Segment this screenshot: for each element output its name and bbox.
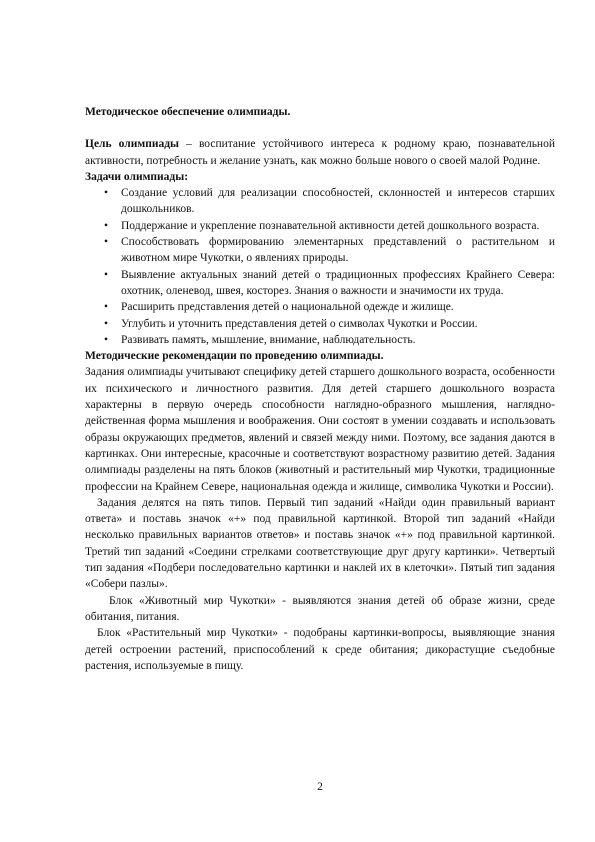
bullet-icon: • [104, 236, 109, 249]
task-text: Углубить и уточнить представления детей о символах Чукотки и России. [121, 317, 478, 330]
page-number: 2 [317, 781, 323, 793]
bullet-icon: • [104, 219, 109, 232]
bullet-icon: • [104, 301, 109, 314]
bullet-icon: • [104, 268, 109, 281]
goal-paragraph [85, 136, 555, 169]
tasks-heading: Задачи олимпиады: [85, 170, 189, 183]
bullet-icon: • [104, 317, 109, 330]
task-text: Развивать память, мышление, внимание, наблюдательность. [121, 333, 416, 346]
list-item [104, 299, 555, 315]
list-item [104, 234, 555, 267]
list-item [104, 267, 555, 300]
recommendations-heading: Методические рекомендации по проведению олимпиады. [85, 350, 384, 363]
list-item [104, 332, 555, 348]
goal-text: – воспитание устойчивого интереса к родному краю, познавательной активности, потребность и желание узнать, как можно больше нового о своей малой Родине. [85, 138, 555, 167]
task-text: Поддержание и укрепление познавательной активности детей дошкольного возраста. [121, 219, 540, 232]
bullet-icon: • [104, 333, 109, 346]
body-paragraph: Блок «Растительный мир Чукотки» - подобраны картинки-вопросы, выявляющие знания детей остроении растений, приспособлений к среде обитания; дикорастущие съедобные растения, используемые в пищу. [85, 627, 555, 672]
task-text: Расширить представления детей о национальной одежде и жилище. [121, 301, 454, 314]
body-paragraph: Блок «Животный мир Чукотки» - выявляются знания детей об образе жизни, среде обитания, питания. [85, 594, 555, 623]
goal-label: Цель олимпиады [85, 138, 179, 151]
section-heading-methodical: Методическое обеспечение олимпиады. [85, 106, 291, 118]
tasks-list [85, 185, 555, 348]
body-paragraph: Задания олимпиады учитывают специфику детей старшего дошкольного возраста, особенности их психического и личностного развития. Для детей старшего дошкольного возраста характерны в первую очередь способности наглядно-образного мышления, наглядно-действенная форма мышления и воображения. Они состоят в умении создавать и использовать образы окружающих предметов, явлений и связей между ними. Поэтому, все задания даются в картинках. Они интересные, красочные и соответствуют возрастному развитию детей. Задания олимпиады разделены на пять блоков (животный и растительный мир Чукотки, традиционные профессии на Крайнем Севере, национальная одежда и жилище, символика Чукотки и России). [85, 366, 555, 493]
page-content [85, 104, 555, 674]
list-item [104, 185, 555, 218]
task-text: Выявление актуальных знаний детей о традиционных профессиях Крайнего Севера: охотник, оленевод, швея, косторез. Знания о важности и значимости их труда. [121, 268, 555, 297]
task-text: Способствовать формированию элементарных представлений о растительном и животном мире Чукотки, о явлениях природы. [121, 236, 555, 265]
task-text: Создание условий для реализации способностей, склонностей и интересов старших дошкольников. [121, 187, 555, 216]
list-item [104, 218, 555, 234]
bullet-icon: • [104, 187, 109, 200]
body-paragraph: Задания делятся на пять типов. Первый тип заданий «Найди один правильный вариант ответа» и поставь значок «+» под правильной картинкой. Второй тип заданий «Найди несколько правильных вариантов ответов» и поставь значок «+» под правильной картинкой. Третий тип заданий «Соедини стрелками соответствующие друг другу картинки». Четвертый тип задания «Подбери последовательно картинки и наклей их в клеточки». Пятый тип задания «Собери пазлы». [85, 496, 555, 591]
list-item [104, 316, 555, 332]
